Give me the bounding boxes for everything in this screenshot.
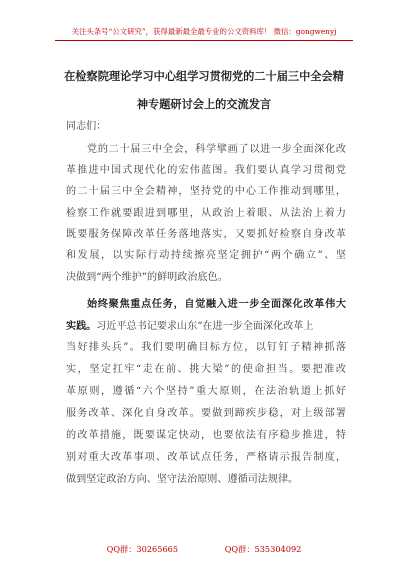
- paragraph-2-line: 别对重大改革事项、改革试点任务，严格请示报告制度，: [66, 452, 346, 463]
- footer-qq-group-2: QQ群：535304092: [224, 544, 302, 554]
- paragraph-2-line: [66, 320, 346, 334]
- paragraph-2-line-text: 习近平总书记要求山东“在进一步全面深化改革上: [96, 321, 314, 332]
- footer: [0, 544, 408, 555]
- paragraph-2-heading: 始终聚焦重点任务，自觉融入进一步全面深化改革伟大: [87, 299, 346, 310]
- paragraph-1-line: 和发展，以实际行动持续擦亮坚定拥护“两个确立”、坚: [66, 250, 346, 261]
- paragraph-1-line: 的二十届三中全会精神，坚持党的中心工作推动到哪里，: [66, 186, 346, 197]
- paragraph-1-line: 检察工作就要跟进到哪里，从政治上着眼、从法治上着力: [66, 208, 346, 219]
- paragraph-1-line: 既要服务保障改革任务落地落实，又要抓好检察自身改革: [66, 229, 346, 240]
- document-title-line-1: 在检察院理论学习中心组学习贯彻党的二十届三中全会精: [64, 69, 344, 83]
- paragraph-1-line: 党的二十届三中全会，科学擘画了以进一步全面深化改: [87, 144, 346, 155]
- paragraph-1-line: 决做到“两个维护”的鲜明政治底色。: [66, 272, 228, 283]
- document-title-line-2: 神专题研讨会上的交流发言: [136, 97, 272, 111]
- paragraph-2-line: 服务改革、深化自身改革。要做到蹄疾步稳，对上级部署: [66, 408, 346, 419]
- paragraph-2-heading-end: 实践。: [66, 321, 97, 332]
- greeting: 同志们：: [66, 121, 107, 132]
- paragraph-2-line: 的改革措施，既要谋定快动，也要依法有序稳步推进，特: [66, 430, 346, 441]
- paragraph-2-line: 革原则，遵循“六个坚持”重大原则，在法治轨道上抓好: [66, 386, 346, 397]
- header-banner: 关注头条号“公文研究”，获得最新最全最专业的公文资料库！ 微信：gongwenyj: [71, 27, 337, 36]
- paragraph-1-line: 革推进中国式现代化的宏伟蓝图。我们要认真学习贯彻党: [66, 165, 346, 176]
- header-divider: [55, 40, 353, 41]
- paragraph-2-line: 做到坚定政治方向、坚守法治原则、遵循司法规律。: [66, 474, 299, 485]
- paragraph-2-line: 实，坚定扛牢“走在前、挑大梁”的使命担当。要把准改: [66, 364, 346, 375]
- footer-qq-group-1: QQ群：30265665: [106, 544, 179, 554]
- paragraph-2-line: 当好排头兵”。我们要明确目标方位，以钉钉子精神抓落: [66, 342, 346, 353]
